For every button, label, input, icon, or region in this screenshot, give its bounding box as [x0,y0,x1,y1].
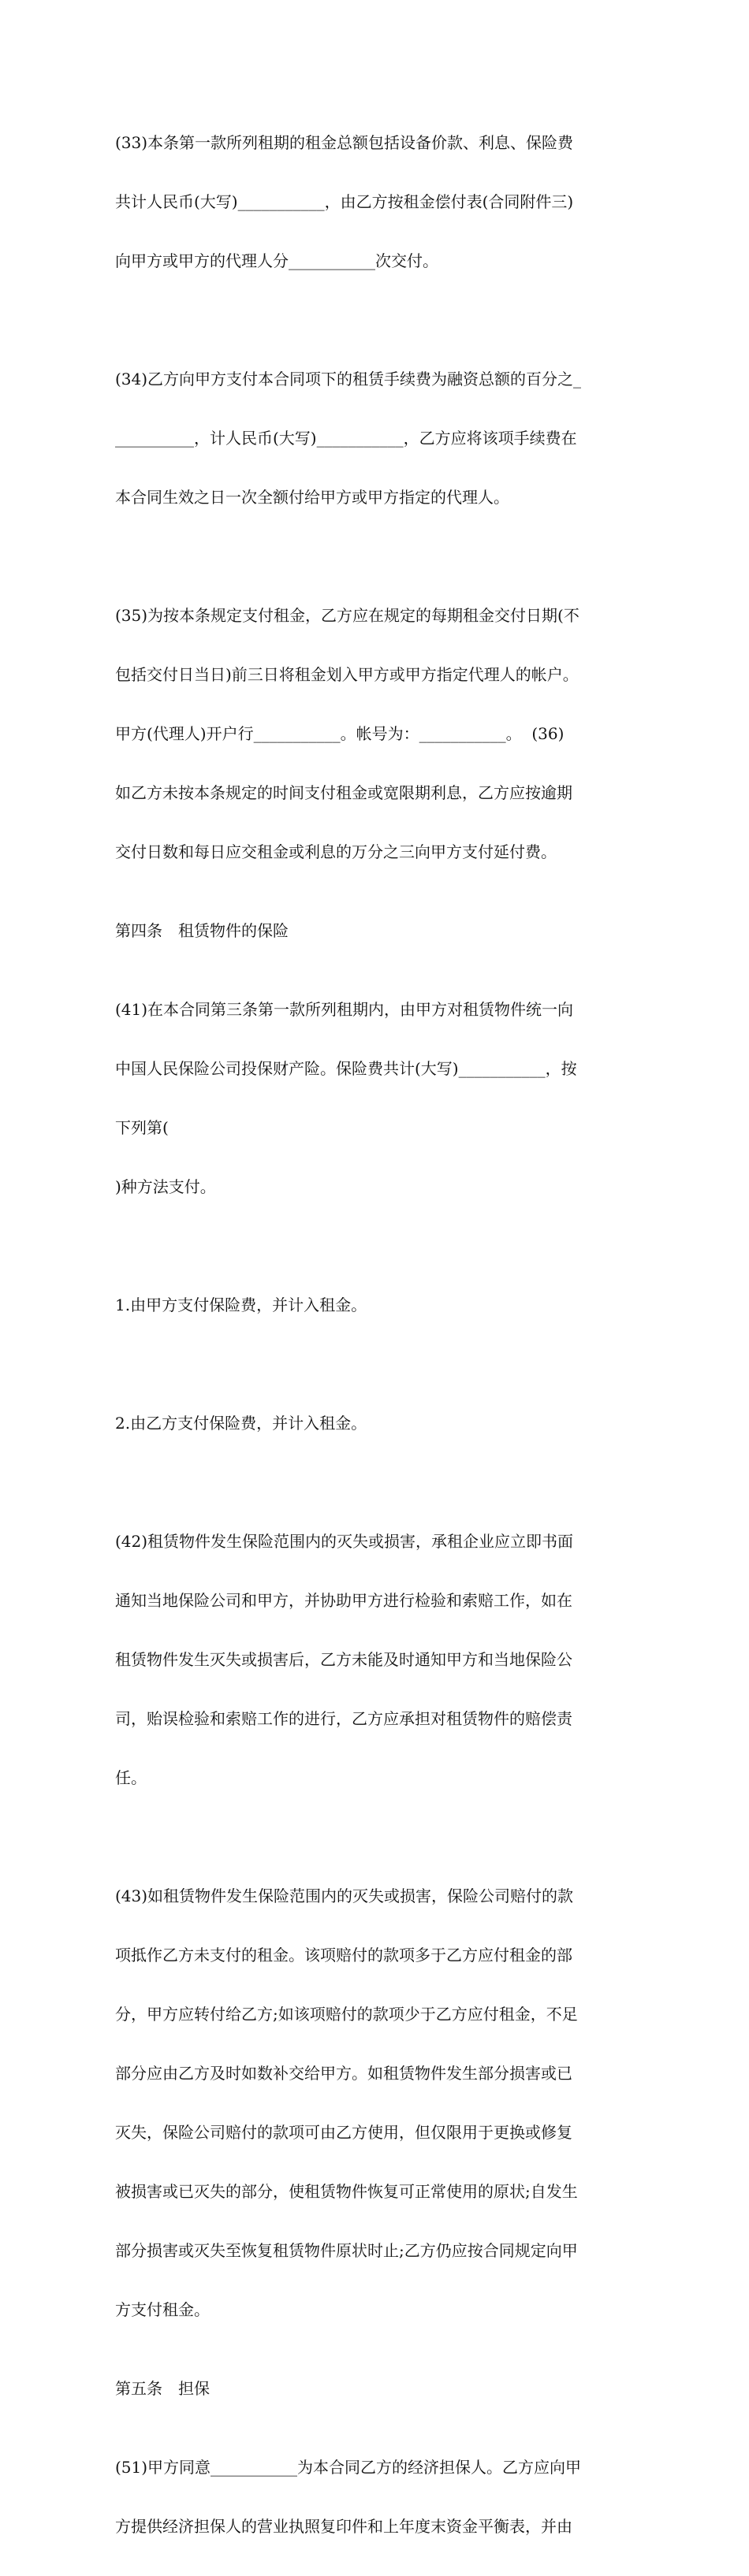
text-line: __________，计人民币(大写)___________，乙方应将该项手续费在 [115,429,577,448]
option-item-1 [115,1256,639,1355]
text-line: 被损害或已灭失的部分，使租赁物件恢复可正常使用的原状;自发生 [115,2182,578,2201]
text-line: (51)甲方同意___________为本合同乙方的经济担保人。乙方应向甲 [115,2458,582,2477]
text-line: 包括交付日当日)前三日将租金划入甲方或甲方指定代理人的帐户。 [115,665,579,684]
text-line: 1.由甲方支付保险费，并计入租金。 [115,1295,367,1314]
text-line: 司，贻误检验和索赔工作的进行，乙方应承担对租赁物件的赔偿责 [115,1709,572,1728]
text-line: 任。 [115,1768,147,1787]
text-line: 本合同生效之日一次全额付给甲方或甲方指定的代理人。 [115,488,509,507]
text-line: 部分应由乙方及时如数补交给甲方。如租赁物件发生部分损害或已 [115,2064,572,2083]
text-line: 项抵作乙方未支付的租金。该项赔付的款项多于乙方应付租金的部 [115,1946,572,1965]
text-line: (41)在本合同第三条第一款所列租期内，由甲方对租赁物件统一向 [115,1000,574,1019]
text-line: 下列第( [115,1118,169,1137]
text-line: (33)本条第一款所列租期的租金总额包括设备价款、利息、保险费 [115,133,574,152]
section-heading-article-4: 第四条 租赁物件的保险 [115,921,289,940]
text-line: 方提供经济担保人的营业执照复印件和上年度末资金平衡表，并由 [115,2517,572,2536]
clause-41 [115,961,639,1236]
text-line: (42)租赁物件发生保险范围内的灭失或损害，承租企业应立即书面 [115,1532,574,1551]
text-line: 分，甲方应转付给乙方;如该项赔付的款项少于乙方应付租金，不足 [115,2005,578,2024]
text-line: 中国人民保险公司投保财产险。保险费共计(大写)___________，按 [115,1059,577,1078]
text-line: 交付日数和每日应交租金或利息的万分之三向甲方支付延付费。 [115,842,557,861]
text-line: 灭失，保险公司赔付的款项可由乙方使用，但仅限用于更换或修复 [115,2123,572,2142]
text-line: 向甲方或甲方的代理人分___________次交付。 [115,251,438,270]
text-line: 2.由乙方支付保险费，并计入租金。 [115,1414,367,1433]
clause-43 [115,1847,639,2359]
clause-34 [115,330,639,547]
clause-33 [115,94,639,310]
text-line: 甲方(代理人)开户行___________。帐号为：___________。 (36) [115,724,565,743]
text-line: 如乙方未按本条规定的时间支付租金或宽限期利息，乙方应按逾期 [115,783,572,802]
text-line: 共计人民币(大写)___________，由乙方按租金偿付表(合同附件三) [115,192,574,211]
text-line: (35)为按本条规定支付租金，乙方应在规定的每期租金交付日期(不 [115,606,579,625]
text-line: (43)如租赁物件发生保险范围内的灭失或损害，保险公司赔付的款 [115,1886,574,1905]
text-line: (34)乙方向甲方支付本合同项下的租赁手续费为融资总额的百分之_ [115,370,582,388]
option-item-2 [115,1374,639,1473]
clause-35-36 [115,567,639,901]
section-heading-article-5: 第五条 担保 [115,2379,210,2398]
text-line: 租赁物件发生灭失或损害后，乙方未能及时通知甲方和当地保险公 [115,1650,572,1669]
clause-51 [115,2418,639,2576]
text-line: )种方法支付。 [115,1177,216,1196]
text-line: 方支付租金。 [115,2300,210,2319]
text-line: 部分损害或灭失至恢复租赁物件原状时止;乙方仍应按合同规定向甲 [115,2241,578,2260]
clause-42 [115,1492,639,1827]
text-line: 通知当地保险公司和甲方，并协助甲方进行检验和索赔工作，如在 [115,1591,572,1610]
